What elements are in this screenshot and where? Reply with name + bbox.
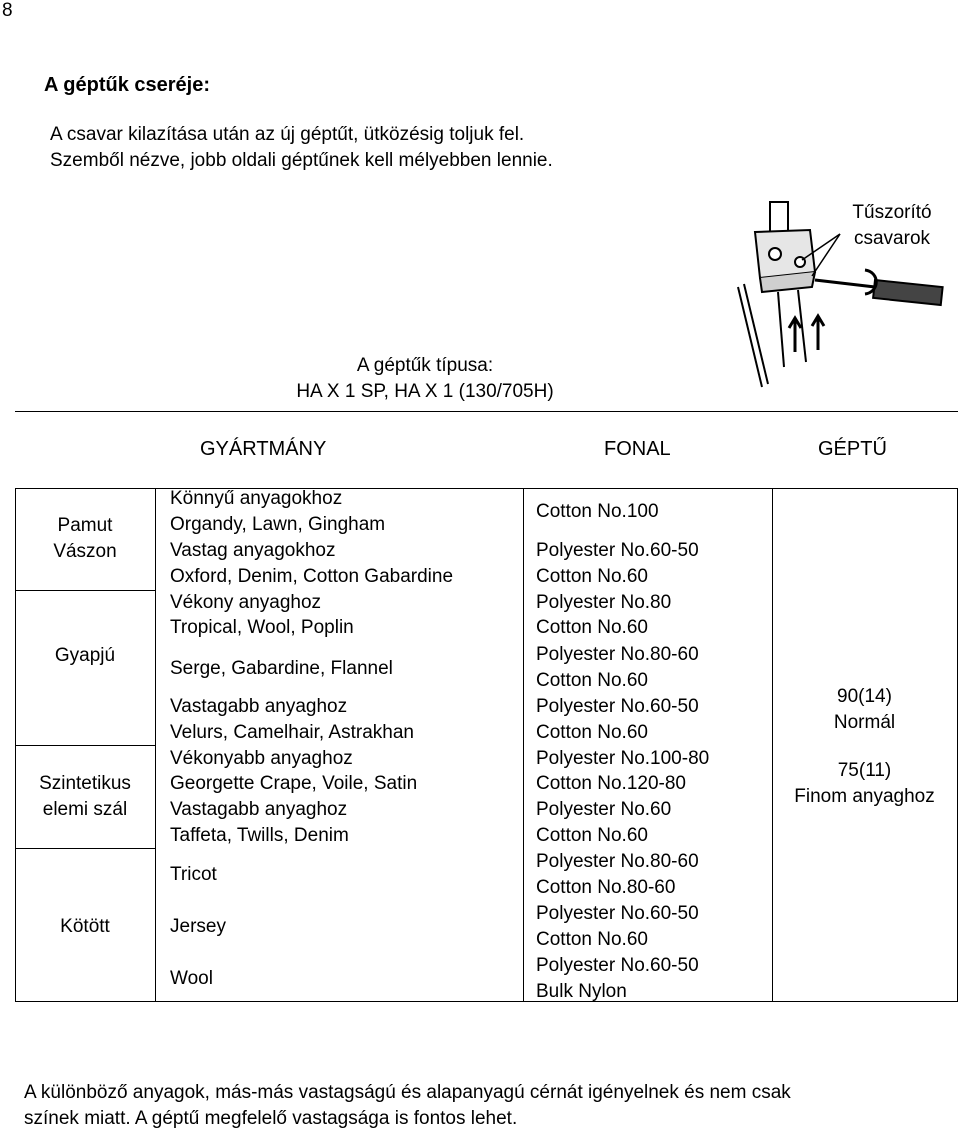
thread-item: Cotton No.100	[536, 501, 659, 522]
page-number: 8	[2, 0, 13, 21]
needle-label-fine: Finom anyaghoz	[794, 786, 935, 807]
material-synthetic-2: elemi szál	[42, 799, 128, 820]
needle-type-value: HA X 1 SP, HA X 1 (130/705H)	[296, 381, 554, 402]
table-header-rule	[15, 488, 958, 489]
material-cotton-2: Vászon	[53, 541, 117, 562]
fabric-item: Vastag anyagokhoz	[170, 540, 336, 561]
thread-item: Polyester No.80	[536, 592, 672, 613]
intro-line-1: A csavar kilazítása után az új géptűt, ütközésig toljuk fel.	[50, 124, 525, 145]
thread-item: Cotton No.60	[536, 929, 648, 950]
section-heading: A géptűk cseréje:	[44, 74, 210, 96]
fabric-item: Serge, Gabardine, Flannel	[170, 658, 393, 679]
material-rule-3	[15, 848, 155, 849]
header-product: GYÁRTMÁNY	[200, 438, 327, 460]
thread-item: Polyester No.60-50	[536, 696, 699, 717]
thread-item: Bulk Nylon	[536, 981, 627, 1002]
footer-line-2: színek miatt. A géptű megfelelő vastagsága is fontos lehet.	[24, 1108, 518, 1129]
thread-item: Cotton No.60	[536, 670, 648, 691]
material-rule-1	[15, 590, 155, 591]
thread-item: Cotton No.60	[536, 566, 648, 587]
thread-item: Cotton No.60	[536, 617, 648, 638]
fabric-item: Jersey	[170, 916, 226, 937]
fabric-item: Velurs, Camelhair, Astrakhan	[170, 722, 414, 743]
header-thread: FONAL	[604, 438, 671, 460]
fabric-item: Tropical, Wool, Poplin	[170, 617, 354, 638]
fabric-item: Vastagabb anyaghoz	[170, 696, 348, 717]
clamp-screws-label-2: csavarok	[853, 228, 931, 249]
material-knit: Kötött	[60, 916, 110, 937]
clamp-screws-label-1: Tűszorító	[852, 202, 932, 223]
fabric-item: Vastagabb anyaghoz	[170, 799, 348, 820]
table-top-rule	[15, 411, 958, 412]
thread-item: Polyester No.100-80	[536, 748, 710, 769]
fabric-item: Vékony anyaghoz	[170, 592, 322, 613]
fabric-item: Oxford, Denim, Cotton Gabardine	[170, 566, 454, 587]
col-divider-2	[523, 488, 524, 1002]
fabric-item: Könnyű anyagokhoz	[170, 488, 343, 509]
table-frame	[15, 488, 958, 1002]
thread-item: Polyester No.80-60	[536, 644, 699, 665]
material-rule-2	[15, 745, 155, 746]
header-needle: GÉPTŰ	[818, 438, 887, 460]
needle-size-fine: 75(11)	[837, 760, 892, 781]
needle-size-normal: 90(14)	[837, 686, 892, 707]
material-wool: Gyapjú	[54, 645, 116, 666]
needle-type-label: A géptűk típusa:	[356, 355, 494, 376]
fabric-item: Tricot	[170, 864, 217, 885]
fabric-item: Georgette Crape, Voile, Satin	[170, 773, 418, 794]
thread-item: Cotton No.120-80	[536, 773, 686, 794]
footer-line-1: A különböző anyagok, más-más vastagságú és alapanyagú cérnát igényelnek és nem csak	[24, 1082, 791, 1103]
fabric-item: Organdy, Lawn, Gingham	[170, 514, 386, 535]
thread-item: Cotton No.60	[536, 825, 648, 846]
fabric-item: Taffeta, Twills, Denim	[170, 825, 349, 846]
thread-item: Cotton No.60	[536, 722, 648, 743]
needle-label-normal: Normál	[833, 712, 896, 733]
thread-item: Cotton No.80-60	[536, 877, 676, 898]
thread-item: Polyester No.60-50	[536, 540, 699, 561]
fabric-item: Vékonyabb anyaghoz	[170, 748, 353, 769]
fabric-item: Wool	[170, 968, 213, 989]
thread-item: Polyester No.80-60	[536, 851, 699, 872]
col-divider-3	[772, 488, 773, 1002]
thread-item: Polyester No.60-50	[536, 955, 699, 976]
thread-item: Polyester No.60	[536, 799, 672, 820]
material-synthetic-1: Szintetikus	[39, 773, 131, 794]
thread-item: Polyester No.60-50	[536, 903, 699, 924]
material-cotton-1: Pamut	[57, 515, 113, 536]
col-divider-1	[155, 488, 156, 1002]
intro-line-2: Szemből nézve, jobb oldali géptűnek kell mélyebben lennie.	[50, 150, 553, 171]
